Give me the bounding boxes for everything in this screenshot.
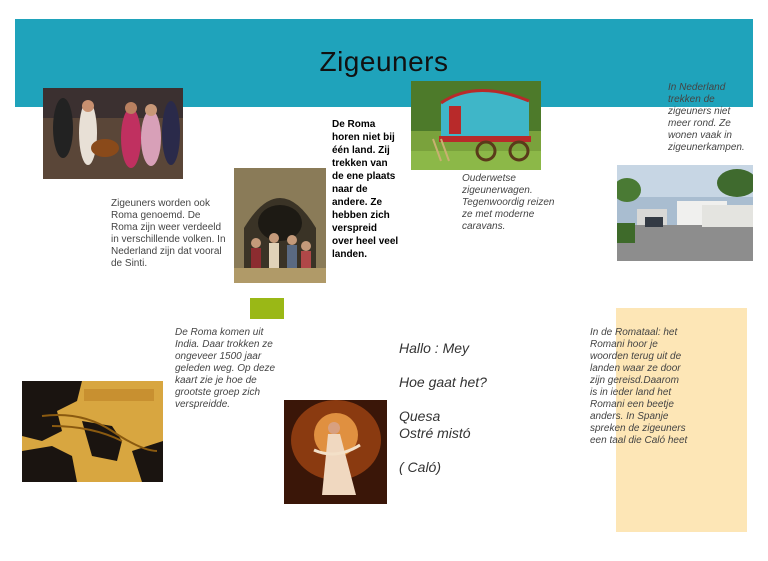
gypsy-wagon-photo	[411, 81, 541, 170]
page-title: Zigeuners	[319, 46, 449, 77]
romani-text: In de Romataal: het Romani hoor je woorden terug uit de landen waar ze door zijn gereisd.Daarom is in ieder land het Romani een beetje anders. In Spanje spreken de zigeuners een taal die Caló heet	[590, 327, 688, 446]
netherlands-text: In Nederland trekken de zigeuners niet meer rond. Ze wonen vaak in zigeunerkampen.	[668, 82, 745, 153]
caravan-camp-photo	[617, 165, 753, 261]
crowd-photo	[43, 88, 183, 179]
intro-text: Zigeuners worden ook Roma genoemd. De Roma zijn weer verdeeld in verschillende volken. In Nederland zijn dat vooral de Sinti.	[111, 198, 226, 269]
india-text: De Roma komen uit India. Daar trokken ze ongeveer 1500 jaar geleden weg. Op deze kaart zie je hoe de grootste groep zich verspreidde.	[175, 327, 276, 410]
map-photo	[22, 381, 163, 482]
roma-no-land-text: De Roma horen niet bij één land. Zij trekken van de ene plaats naar de andere. Ze hebben zich verspreid over heel veel landen.	[332, 119, 399, 260]
dancer-photo	[284, 400, 387, 504]
accent-square	[250, 298, 284, 319]
wagon-caption: Ouderwetse zigeunerwagen. Tegenwoordig reizen ze met moderne caravans.	[462, 173, 555, 232]
phrases-text: Hallo : Mey Hoe gaat het? Quesa Ostré mistó ( Caló)	[399, 340, 487, 475]
